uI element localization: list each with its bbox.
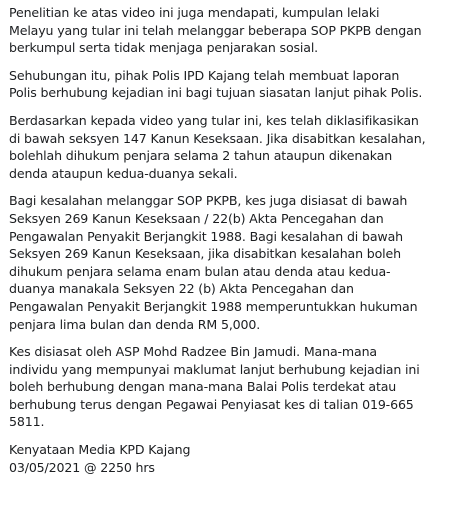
- text-line: Penelitian ke atas video ini juga mendapati, kumpulan lelaki: [9, 5, 380, 20]
- text-line: berhubung terus dengan Pegawai Penyiasat kes di talian 019-665: [9, 396, 414, 412]
- paragraph-police-report: [9, 67, 461, 102]
- text-line: duanya manakala Seksyen 22 (b) Akta Pencegahan dan: [9, 281, 354, 297]
- signature-timestamp: 03/05/2021 @ 2250 hrs: [9, 459, 155, 475]
- text-line: Sehubungan itu, pihak Polis IPD Kajang telah membuat laporan: [9, 67, 400, 83]
- paragraph-sop-offence: [9, 192, 461, 333]
- text-line: dihukum penjara selama enam bulan atau denda atau kedua-: [9, 263, 391, 279]
- paragraph-investigating-officer: [9, 343, 461, 431]
- text-line: Polis berhubung kejadian ini bagi tujuan siasatan lanjut pihak Polis.: [9, 85, 423, 101]
- text-line: Melayu yang tular ini telah melanggar beberapa SOP PKPB dengan: [9, 22, 422, 38]
- paragraph-findings: [9, 4, 461, 57]
- text-line: Pengawalan Penyakit Berjangkit 1988. Bagi kesalahan di bawah: [9, 228, 403, 244]
- text-line: 5811.: [9, 414, 45, 430]
- paragraph-classification: [9, 112, 461, 182]
- text-line: boleh berhubung dengan mana-mana Balai Polis terdekat atau: [9, 379, 397, 395]
- text-line: Bagi kesalahan melanggar SOP PKPB, kes juga disiasat di bawah: [9, 193, 408, 209]
- text-line: denda ataupun kedua-duanya sekali.: [9, 165, 238, 181]
- post-body: [9, 4, 461, 476]
- text-line: Pengawalan Penyakit Berjangkit 1988 memperuntukkan hukuman: [9, 298, 418, 314]
- text-line: Berdasarkan kepada video yang tular ini, kes telah diklasifikasikan: [9, 112, 419, 128]
- text-line: berkumpul serta tidak menjaga penjarakan sosial.: [9, 40, 319, 56]
- text-line: individu yang mempunyai maklumat lanjut berhubung kejadian ini: [9, 361, 420, 377]
- media-statement-signature: [9, 441, 461, 476]
- text-line: Seksyen 269 Kanun Keseksaan, jika disabitkan kesalahan boleh: [9, 246, 401, 262]
- text-line: di bawah seksyen 147 Kanun Keseksaan. Jika disabitkan kesalahan,: [9, 130, 426, 146]
- text-line: bolehlah dihukum penjara selama 2 tahun ataupun dikenakan: [9, 148, 393, 164]
- text-line: Kes disiasat oleh ASP Mohd Radzee Bin Jamudi. Mana-mana: [9, 344, 377, 360]
- text-line: Seksyen 269 Kanun Keseksaan / 22(b) Akta Pencegahan dan: [9, 210, 384, 226]
- text-line: penjara lima bulan dan denda RM 5,000.: [9, 316, 261, 332]
- signature-source: Kenyataan Media KPD Kajang: [9, 442, 191, 458]
